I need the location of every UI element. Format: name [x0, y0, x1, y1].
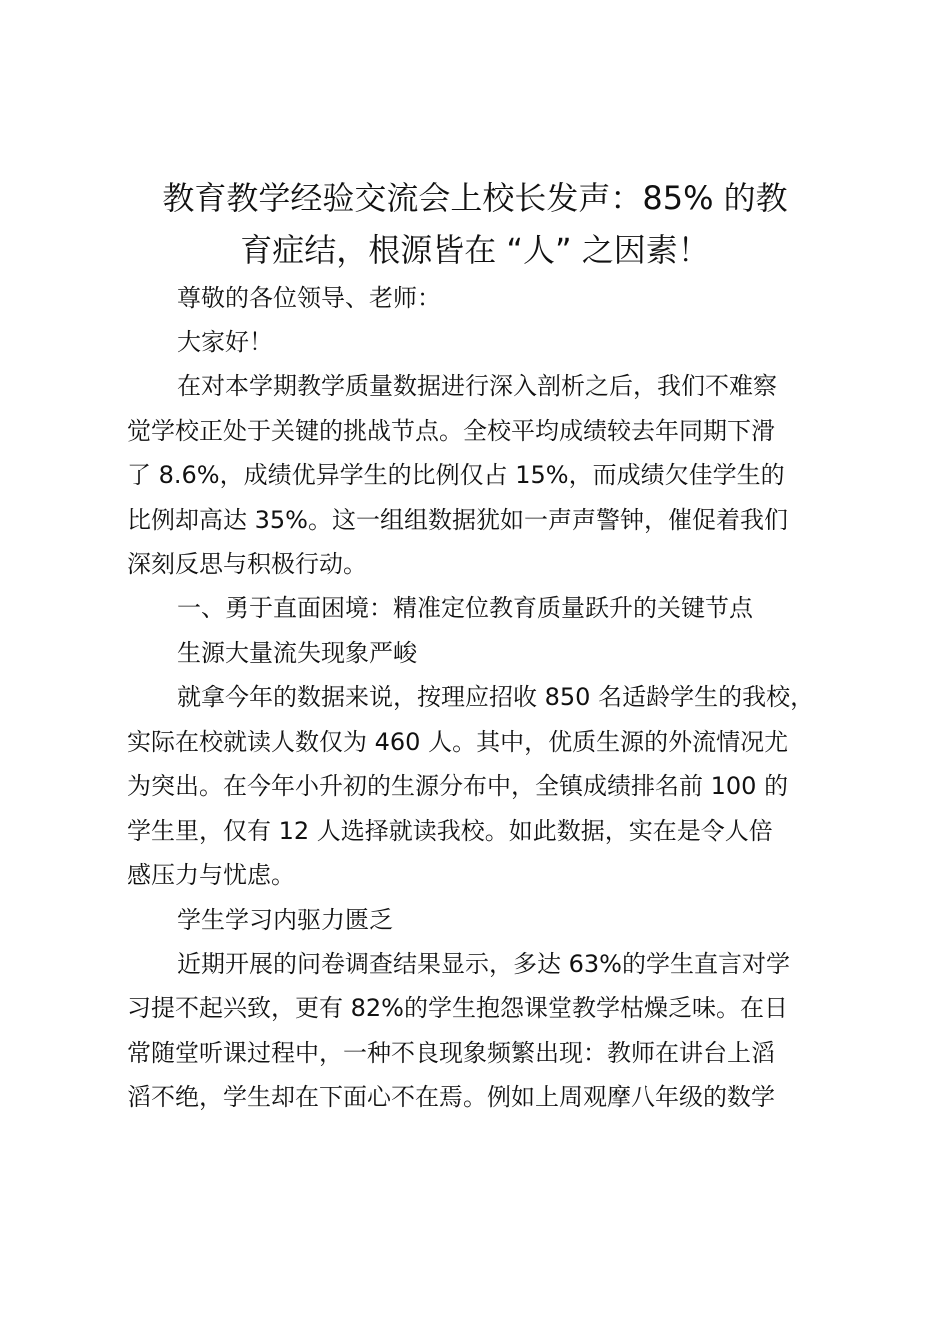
greeting: 尊敬的各位领导、老师： [177, 284, 441, 312]
paragraph-2-line: 就拿今年的数据来说，按理应招收 850 名适龄学生的我校， [177, 683, 815, 711]
hello: 大家好！ [177, 328, 273, 356]
document-title-line-2: 育症结，根源皆在 “人” 之因素！ [240, 231, 710, 269]
paragraph-2-line: 实际在校就读人数仅为 460 人。其中，优质生源的外流情况尤 [127, 728, 789, 756]
paragraph-1-line: 在对本学期教学质量数据进行深入剖析之后，我们不难察 [177, 372, 777, 400]
paragraph-3-line: 滔不绝，学生却在下面心不在焉。例如上周观摩八年级的数学 [127, 1083, 775, 1111]
paragraph-1-line: 深刻反思与积极行动。 [127, 550, 367, 578]
subsection-2-heading: 学生学习内驱力匮乏 [177, 906, 393, 934]
document-title-line-1: 教育教学经验交流会上校长发声：85% 的教 [162, 179, 788, 217]
paragraph-1-line: 比例却高达 35%。这一组组数据犹如一声声警钟，催促着我们 [127, 506, 788, 534]
section-1-heading: 一、勇于直面困境：精准定位教育质量跃升的关键节点 [177, 594, 753, 622]
paragraph-2-line: 学生里，仅有 12 人选择就读我校。如此数据，实在是令人倍 [127, 817, 773, 845]
paragraph-3-line: 常随堂听课过程中，一种不良现象频繁出现：教师在讲台上滔 [127, 1039, 775, 1067]
paragraph-2-line: 感压力与忧虑。 [127, 861, 295, 889]
paragraph-3-line: 习提不起兴致，更有 82%的学生抱怨课堂教学枯燥乏味。在日 [127, 994, 788, 1022]
paragraph-1-line: 了 8.6%，成绩优异学生的比例仅占 15%，而成绩欠佳学生的 [127, 461, 785, 489]
paragraph-1-line: 觉学校正处于关键的挑战节点。全校平均成绩较去年同期下滑 [127, 417, 775, 445]
paragraph-2-line: 为突出。在今年小升初的生源分布中，全镇成绩排名前 100 的 [127, 772, 789, 800]
subsection-1-heading: 生源大量流失现象严峻 [177, 639, 417, 667]
paragraph-3-line: 近期开展的问卷调查结果显示，多达 63%的学生直言对学 [177, 950, 790, 978]
